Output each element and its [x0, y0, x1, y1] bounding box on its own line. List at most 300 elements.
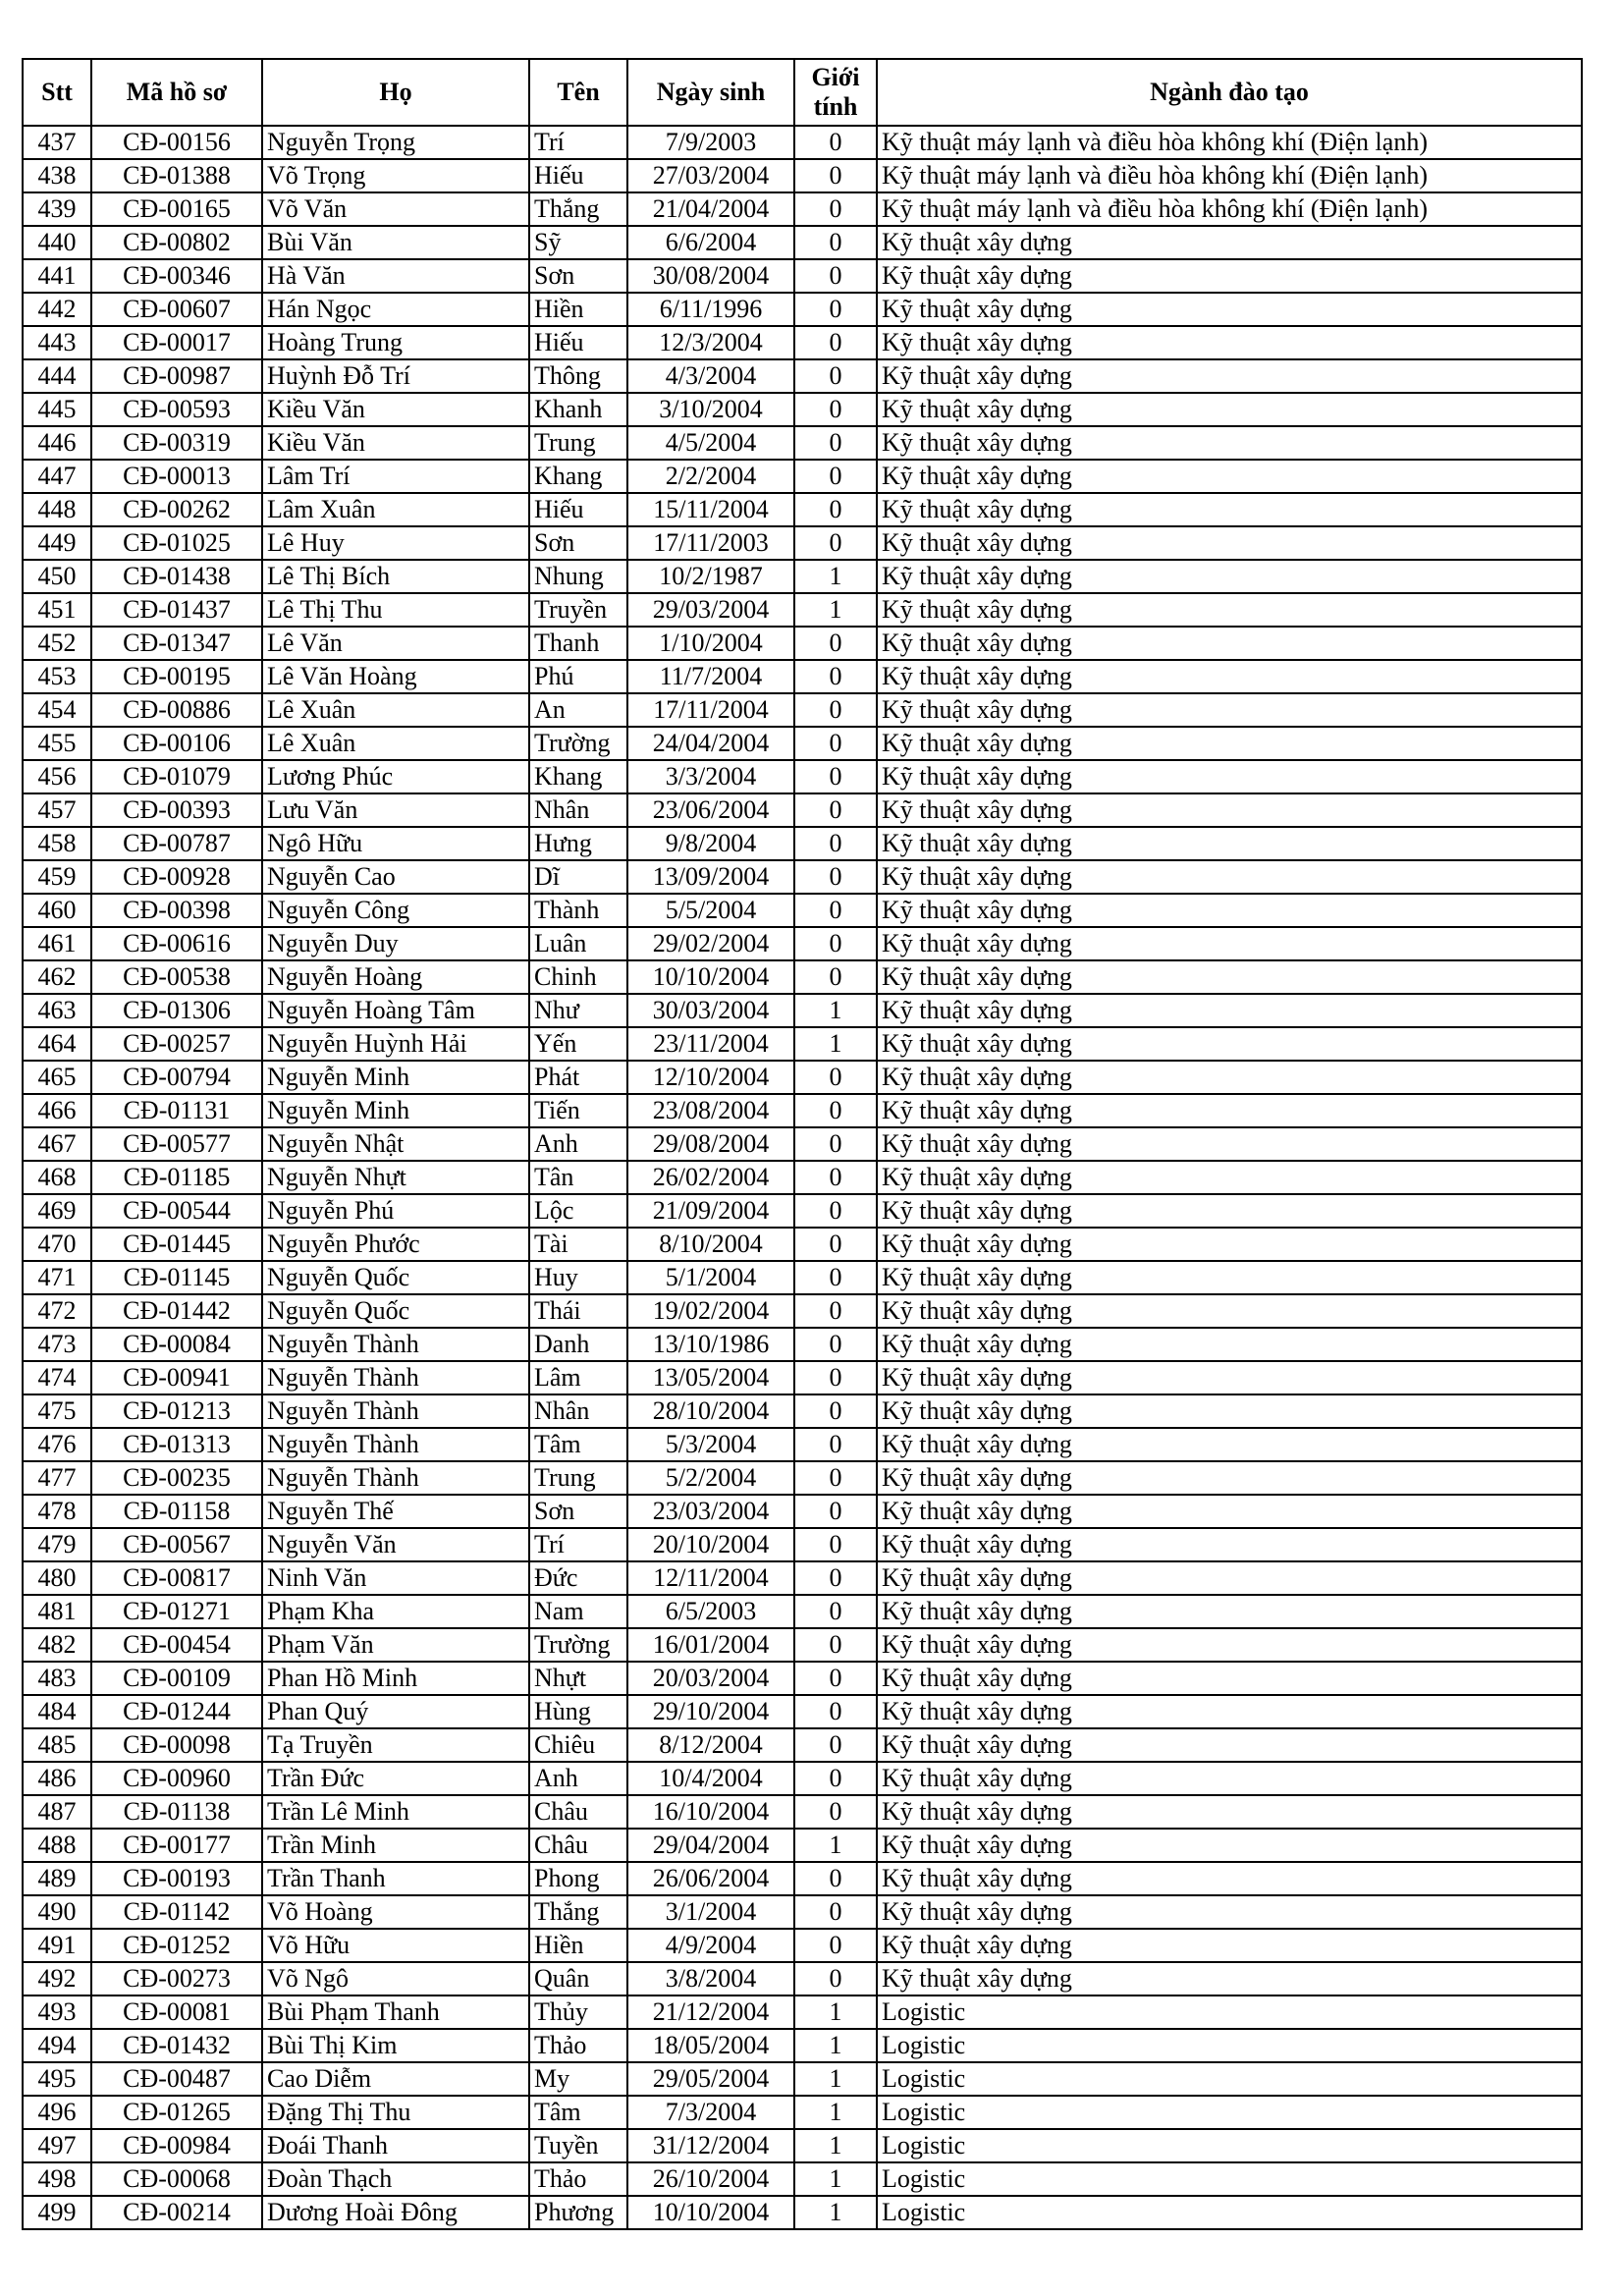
- cell-first-name: Phát: [529, 1061, 627, 1094]
- cell-last-name: Cao Diễm: [262, 2062, 529, 2096]
- table-row: [23, 760, 1582, 793]
- table-row: [23, 1695, 1582, 1728]
- cell-birth-date: 3/1/2004: [627, 1895, 794, 1929]
- cell-first-name: Châu: [529, 1795, 627, 1829]
- cell-birth-date: 23/03/2004: [627, 1495, 794, 1528]
- cell-stt: 446: [23, 426, 91, 460]
- cell-last-name: Nguyễn Văn: [262, 1528, 529, 1561]
- cell-birth-date: 23/06/2004: [627, 793, 794, 827]
- cell-last-name: Hán Ngọc: [262, 293, 529, 326]
- cell-gender: 0: [794, 526, 877, 560]
- cell-last-name: Huỳnh Đỗ Trí: [262, 359, 529, 393]
- cell-gender: 0: [794, 1795, 877, 1829]
- cell-first-name: Lộc: [529, 1194, 627, 1228]
- cell-first-name: Thảo: [529, 2162, 627, 2196]
- cell-first-name: Quân: [529, 1962, 627, 1995]
- cell-major: Kỹ thuật xây dựng: [877, 1194, 1582, 1228]
- table-row: [23, 1428, 1582, 1461]
- cell-stt: 468: [23, 1161, 91, 1194]
- cell-stt: 491: [23, 1929, 91, 1962]
- cell-gender: 0: [794, 727, 877, 760]
- cell-record-id: CĐ-00607: [91, 293, 262, 326]
- cell-major: Logistic: [877, 2096, 1582, 2129]
- cell-major: Kỹ thuật xây dựng: [877, 1795, 1582, 1829]
- cell-gender: 0: [794, 860, 877, 894]
- cell-record-id: CĐ-01313: [91, 1428, 262, 1461]
- cell-record-id: CĐ-01138: [91, 1795, 262, 1829]
- cell-last-name: Nguyễn Duy: [262, 927, 529, 960]
- cell-gender: 0: [794, 1228, 877, 1261]
- cell-major: Kỹ thuật xây dựng: [877, 259, 1582, 293]
- cell-birth-date: 30/08/2004: [627, 259, 794, 293]
- header-gender: Giới tính: [794, 59, 877, 126]
- cell-gender: 0: [794, 1328, 877, 1361]
- cell-birth-date: 29/03/2004: [627, 593, 794, 627]
- cell-last-name: Bùi Văn: [262, 226, 529, 259]
- cell-record-id: CĐ-00538: [91, 960, 262, 994]
- cell-gender: 1: [794, 2096, 877, 2129]
- cell-last-name: Nguyễn Thành: [262, 1461, 529, 1495]
- table-row: [23, 1929, 1582, 1962]
- cell-record-id: CĐ-00802: [91, 226, 262, 259]
- cell-stt: 451: [23, 593, 91, 627]
- cell-last-name: Lê Văn Hoàng: [262, 660, 529, 693]
- cell-last-name: Nguyễn Nhựt: [262, 1161, 529, 1194]
- cell-major: Kỹ thuật xây dựng: [877, 1895, 1582, 1929]
- table-row: [23, 1461, 1582, 1495]
- cell-record-id: CĐ-00098: [91, 1728, 262, 1762]
- table-row: [23, 1829, 1582, 1862]
- cell-birth-date: 12/11/2004: [627, 1561, 794, 1595]
- table-row: [23, 627, 1582, 660]
- table-row: [23, 1528, 1582, 1561]
- cell-birth-date: 10/4/2004: [627, 1762, 794, 1795]
- cell-first-name: Nam: [529, 1595, 627, 1628]
- cell-major: Kỹ thuật xây dựng: [877, 1394, 1582, 1428]
- cell-birth-date: 5/1/2004: [627, 1261, 794, 1294]
- cell-gender: 1: [794, 1829, 877, 1862]
- cell-major: Kỹ thuật xây dựng: [877, 526, 1582, 560]
- cell-major: Kỹ thuật xây dựng: [877, 1628, 1582, 1662]
- cell-birth-date: 29/05/2004: [627, 2062, 794, 2096]
- cell-first-name: Sơn: [529, 1495, 627, 1528]
- cell-major: Kỹ thuật xây dựng: [877, 226, 1582, 259]
- cell-birth-date: 13/10/1986: [627, 1328, 794, 1361]
- cell-birth-date: 2/2/2004: [627, 460, 794, 493]
- cell-stt: 492: [23, 1962, 91, 1995]
- table-row: [23, 1194, 1582, 1228]
- cell-stt: 441: [23, 259, 91, 293]
- cell-stt: 496: [23, 2096, 91, 2129]
- cell-major: Kỹ thuật xây dựng: [877, 627, 1582, 660]
- cell-birth-date: 10/10/2004: [627, 960, 794, 994]
- cell-major: Kỹ thuật xây dựng: [877, 1094, 1582, 1127]
- cell-first-name: Tâm: [529, 1428, 627, 1461]
- cell-gender: 0: [794, 1394, 877, 1428]
- cell-birth-date: 24/04/2004: [627, 727, 794, 760]
- table-row: [23, 1394, 1582, 1428]
- cell-birth-date: 18/05/2004: [627, 2029, 794, 2062]
- cell-first-name: Hiếu: [529, 159, 627, 192]
- table-row: [23, 1261, 1582, 1294]
- cell-last-name: Dương Hoài Đông: [262, 2196, 529, 2229]
- cell-gender: 0: [794, 1094, 877, 1127]
- cell-last-name: Võ Hoàng: [262, 1895, 529, 1929]
- cell-record-id: CĐ-00577: [91, 1127, 262, 1161]
- cell-gender: 0: [794, 1762, 877, 1795]
- cell-major: Kỹ thuật xây dựng: [877, 1161, 1582, 1194]
- cell-first-name: Nhân: [529, 793, 627, 827]
- cell-first-name: Như: [529, 994, 627, 1027]
- cell-last-name: Võ Hữu: [262, 1929, 529, 1962]
- cell-last-name: Nguyễn Quốc: [262, 1261, 529, 1294]
- table-row: [23, 1561, 1582, 1595]
- table-row: [23, 2196, 1582, 2229]
- cell-gender: 0: [794, 460, 877, 493]
- cell-record-id: CĐ-01265: [91, 2096, 262, 2129]
- cell-first-name: Tiến: [529, 1094, 627, 1127]
- cell-stt: 486: [23, 1762, 91, 1795]
- cell-birth-date: 6/6/2004: [627, 226, 794, 259]
- table-row: [23, 1094, 1582, 1127]
- cell-record-id: CĐ-00984: [91, 2129, 262, 2162]
- cell-gender: 0: [794, 1595, 877, 1628]
- cell-major: Kỹ thuật xây dựng: [877, 994, 1582, 1027]
- cell-last-name: Nguyễn Thành: [262, 1361, 529, 1394]
- table-row: [23, 192, 1582, 226]
- cell-first-name: Nhung: [529, 560, 627, 593]
- cell-birth-date: 6/11/1996: [627, 293, 794, 326]
- table-row: [23, 1127, 1582, 1161]
- cell-stt: 494: [23, 2029, 91, 2062]
- cell-first-name: Phong: [529, 1862, 627, 1895]
- cell-last-name: Ngô Hữu: [262, 827, 529, 860]
- cell-gender: 0: [794, 1528, 877, 1561]
- cell-stt: 448: [23, 493, 91, 526]
- cell-gender: 1: [794, 560, 877, 593]
- cell-first-name: Thành: [529, 894, 627, 927]
- cell-major: Kỹ thuật xây dựng: [877, 1127, 1582, 1161]
- document-page: [22, 58, 1581, 2230]
- table-row: [23, 960, 1582, 994]
- cell-gender: 0: [794, 359, 877, 393]
- table-row: [23, 1027, 1582, 1061]
- cell-record-id: CĐ-00214: [91, 2196, 262, 2229]
- cell-stt: 477: [23, 1461, 91, 1495]
- cell-record-id: CĐ-01438: [91, 560, 262, 593]
- cell-stt: 458: [23, 827, 91, 860]
- cell-last-name: Lê Thị Bích: [262, 560, 529, 593]
- cell-gender: 0: [794, 1628, 877, 1662]
- cell-record-id: CĐ-00928: [91, 860, 262, 894]
- cell-gender: 0: [794, 1061, 877, 1094]
- cell-major: Kỹ thuật xây dựng: [877, 1561, 1582, 1595]
- cell-last-name: Trần Đức: [262, 1762, 529, 1795]
- cell-record-id: CĐ-01145: [91, 1261, 262, 1294]
- cell-last-name: Tạ Truyền: [262, 1728, 529, 1762]
- cell-first-name: Nhựt: [529, 1662, 627, 1695]
- cell-stt: 482: [23, 1628, 91, 1662]
- cell-stt: 469: [23, 1194, 91, 1228]
- cell-first-name: Chinh: [529, 960, 627, 994]
- table-row: [23, 2129, 1582, 2162]
- cell-record-id: CĐ-00273: [91, 1962, 262, 1995]
- cell-birth-date: 29/02/2004: [627, 927, 794, 960]
- table-row: [23, 1361, 1582, 1394]
- cell-stt: 437: [23, 126, 91, 159]
- cell-first-name: Huy: [529, 1261, 627, 1294]
- cell-first-name: Hùng: [529, 1695, 627, 1728]
- header-birth-date: Ngày sinh: [627, 59, 794, 126]
- cell-gender: 0: [794, 1862, 877, 1895]
- cell-stt: 443: [23, 326, 91, 359]
- cell-last-name: Hà Văn: [262, 259, 529, 293]
- cell-major: Kỹ thuật xây dựng: [877, 1061, 1582, 1094]
- cell-stt: 478: [23, 1495, 91, 1528]
- cell-birth-date: 3/10/2004: [627, 393, 794, 426]
- cell-major: Kỹ thuật xây dựng: [877, 793, 1582, 827]
- table-row: [23, 2062, 1582, 2096]
- cell-record-id: CĐ-01306: [91, 994, 262, 1027]
- cell-stt: 483: [23, 1662, 91, 1695]
- cell-birth-date: 29/08/2004: [627, 1127, 794, 1161]
- cell-major: Kỹ thuật xây dựng: [877, 326, 1582, 359]
- cell-gender: 0: [794, 1161, 877, 1194]
- cell-gender: 0: [794, 192, 877, 226]
- cell-major: Kỹ thuật xây dựng: [877, 1962, 1582, 1995]
- table-row: [23, 593, 1582, 627]
- cell-gender: 0: [794, 393, 877, 426]
- cell-record-id: CĐ-01432: [91, 2029, 262, 2062]
- cell-first-name: Thủy: [529, 1995, 627, 2029]
- table-row: [23, 1294, 1582, 1328]
- cell-gender: 0: [794, 960, 877, 994]
- cell-birth-date: 26/06/2004: [627, 1862, 794, 1895]
- cell-major: Kỹ thuật xây dựng: [877, 1495, 1582, 1528]
- cell-stt: 470: [23, 1228, 91, 1261]
- cell-major: Logistic: [877, 2029, 1582, 2062]
- cell-record-id: CĐ-00941: [91, 1361, 262, 1394]
- cell-record-id: CĐ-00081: [91, 1995, 262, 2029]
- cell-record-id: CĐ-00109: [91, 1662, 262, 1695]
- cell-major: Kỹ thuật xây dựng: [877, 1361, 1582, 1394]
- cell-gender: 0: [794, 793, 877, 827]
- cell-first-name: Trung: [529, 1461, 627, 1495]
- table-row: [23, 2162, 1582, 2196]
- cell-major: Kỹ thuật xây dựng: [877, 393, 1582, 426]
- cell-stt: 445: [23, 393, 91, 426]
- cell-birth-date: 4/9/2004: [627, 1929, 794, 1962]
- cell-first-name: Anh: [529, 1762, 627, 1795]
- cell-stt: 450: [23, 560, 91, 593]
- cell-record-id: CĐ-00195: [91, 660, 262, 693]
- cell-record-id: CĐ-00156: [91, 126, 262, 159]
- cell-stt: 480: [23, 1561, 91, 1595]
- cell-record-id: CĐ-00593: [91, 393, 262, 426]
- cell-first-name: My: [529, 2062, 627, 2096]
- cell-stt: 484: [23, 1695, 91, 1728]
- cell-gender: 0: [794, 1261, 877, 1294]
- cell-major: Kỹ thuật máy lạnh và điều hòa không khí (Điện lạnh): [877, 126, 1582, 159]
- cell-first-name: Truyền: [529, 593, 627, 627]
- cell-birth-date: 12/10/2004: [627, 1061, 794, 1094]
- table-row: [23, 660, 1582, 693]
- cell-gender: 0: [794, 1662, 877, 1695]
- cell-first-name: Trường: [529, 1628, 627, 1662]
- cell-major: Kỹ thuật xây dựng: [877, 1595, 1582, 1628]
- cell-last-name: Nguyễn Huỳnh Hải: [262, 1027, 529, 1061]
- cell-birth-date: 19/02/2004: [627, 1294, 794, 1328]
- cell-birth-date: 1/10/2004: [627, 627, 794, 660]
- cell-last-name: Nguyễn Phú: [262, 1194, 529, 1228]
- table-row: [23, 1595, 1582, 1628]
- cell-last-name: Kiều Văn: [262, 393, 529, 426]
- cell-record-id: CĐ-01079: [91, 760, 262, 793]
- cell-record-id: CĐ-01131: [91, 1094, 262, 1127]
- cell-stt: 472: [23, 1294, 91, 1328]
- cell-stt: 481: [23, 1595, 91, 1628]
- cell-last-name: Nguyễn Minh: [262, 1094, 529, 1127]
- cell-first-name: Khang: [529, 460, 627, 493]
- cell-first-name: Lâm: [529, 1361, 627, 1394]
- table-row: [23, 1328, 1582, 1361]
- cell-birth-date: 10/2/1987: [627, 560, 794, 593]
- cell-major: Kỹ thuật xây dựng: [877, 760, 1582, 793]
- cell-first-name: Khanh: [529, 393, 627, 426]
- cell-first-name: Hiếu: [529, 493, 627, 526]
- cell-stt: 495: [23, 2062, 91, 2096]
- cell-record-id: CĐ-01347: [91, 627, 262, 660]
- table-row: [23, 1795, 1582, 1829]
- cell-birth-date: 21/04/2004: [627, 192, 794, 226]
- cell-first-name: Tâm: [529, 2096, 627, 2129]
- cell-major: Logistic: [877, 2196, 1582, 2229]
- cell-last-name: Lê Văn: [262, 627, 529, 660]
- cell-stt: 473: [23, 1328, 91, 1361]
- cell-stt: 439: [23, 192, 91, 226]
- table-row: [23, 860, 1582, 894]
- cell-major: Kỹ thuật xây dựng: [877, 1461, 1582, 1495]
- table-row: [23, 259, 1582, 293]
- table-row: [23, 927, 1582, 960]
- cell-stt: 474: [23, 1361, 91, 1394]
- cell-gender: 0: [794, 1728, 877, 1762]
- cell-major: Kỹ thuật xây dựng: [877, 1528, 1582, 1561]
- cell-gender: 0: [794, 1194, 877, 1228]
- cell-last-name: Nguyễn Cao: [262, 860, 529, 894]
- cell-first-name: Sơn: [529, 259, 627, 293]
- cell-gender: 0: [794, 1929, 877, 1962]
- cell-last-name: Võ Ngô: [262, 1962, 529, 1995]
- header-major: Ngành đào tạo: [877, 59, 1582, 126]
- cell-record-id: CĐ-01437: [91, 593, 262, 627]
- table-row: [23, 159, 1582, 192]
- header-first-name: Tên: [529, 59, 627, 126]
- table-row: [23, 1895, 1582, 1929]
- cell-last-name: Nguyễn Thành: [262, 1428, 529, 1461]
- cell-stt: 460: [23, 894, 91, 927]
- table-row: [23, 526, 1582, 560]
- cell-last-name: Đoàn Thạch: [262, 2162, 529, 2196]
- cell-gender: 0: [794, 493, 877, 526]
- header-stt: Stt: [23, 59, 91, 126]
- cell-gender: 0: [794, 1895, 877, 1929]
- table-body: [23, 126, 1582, 2229]
- cell-major: Kỹ thuật xây dựng: [877, 460, 1582, 493]
- cell-stt: 463: [23, 994, 91, 1027]
- cell-record-id: CĐ-00017: [91, 326, 262, 359]
- cell-record-id: CĐ-00084: [91, 1328, 262, 1361]
- cell-last-name: Bùi Phạm Thanh: [262, 1995, 529, 2029]
- cell-major: Kỹ thuật xây dựng: [877, 1027, 1582, 1061]
- cell-major: Kỹ thuật máy lạnh và điều hòa không khí (Điện lạnh): [877, 192, 1582, 226]
- table-row: [23, 1962, 1582, 1995]
- cell-last-name: Nguyễn Hoàng: [262, 960, 529, 994]
- table-row: [23, 2029, 1582, 2062]
- cell-stt: 466: [23, 1094, 91, 1127]
- cell-gender: 0: [794, 1294, 877, 1328]
- cell-major: Kỹ thuật xây dựng: [877, 860, 1582, 894]
- cell-major: Kỹ thuật xây dựng: [877, 1294, 1582, 1328]
- cell-birth-date: 16/01/2004: [627, 1628, 794, 1662]
- cell-major: Kỹ thuật xây dựng: [877, 1228, 1582, 1261]
- cell-stt: 467: [23, 1127, 91, 1161]
- cell-birth-date: 3/3/2004: [627, 760, 794, 793]
- table-row: [23, 326, 1582, 359]
- cell-first-name: Sỹ: [529, 226, 627, 259]
- cell-major: Kỹ thuật xây dựng: [877, 1829, 1582, 1862]
- cell-record-id: CĐ-00013: [91, 460, 262, 493]
- cell-first-name: Luân: [529, 927, 627, 960]
- cell-record-id: CĐ-00817: [91, 1561, 262, 1595]
- table-row: [23, 1762, 1582, 1795]
- cell-gender: 0: [794, 259, 877, 293]
- header-record-id: Mã hồ sơ: [91, 59, 262, 126]
- cell-gender: 1: [794, 593, 877, 627]
- cell-major: Kỹ thuật xây dựng: [877, 1862, 1582, 1895]
- cell-last-name: Nguyễn Công: [262, 894, 529, 927]
- cell-record-id: CĐ-00987: [91, 359, 262, 393]
- cell-stt: 485: [23, 1728, 91, 1762]
- cell-first-name: An: [529, 693, 627, 727]
- cell-stt: 489: [23, 1862, 91, 1895]
- cell-gender: 0: [794, 827, 877, 860]
- cell-stt: 465: [23, 1061, 91, 1094]
- cell-gender: 0: [794, 1361, 877, 1394]
- cell-first-name: Phú: [529, 660, 627, 693]
- cell-gender: 0: [794, 159, 877, 192]
- cell-gender: 0: [794, 226, 877, 259]
- cell-record-id: CĐ-00257: [91, 1027, 262, 1061]
- cell-last-name: Nguyễn Minh: [262, 1061, 529, 1094]
- cell-gender: 1: [794, 2062, 877, 2096]
- cell-record-id: CĐ-00487: [91, 2062, 262, 2096]
- cell-first-name: Nhân: [529, 1394, 627, 1428]
- table-row: [23, 1728, 1582, 1762]
- cell-birth-date: 26/02/2004: [627, 1161, 794, 1194]
- cell-first-name: Châu: [529, 1829, 627, 1862]
- cell-major: Kỹ thuật xây dựng: [877, 827, 1582, 860]
- cell-record-id: CĐ-00787: [91, 827, 262, 860]
- cell-gender: 0: [794, 293, 877, 326]
- cell-gender: 0: [794, 1127, 877, 1161]
- cell-first-name: Phương: [529, 2196, 627, 2229]
- cell-birth-date: 5/2/2004: [627, 1461, 794, 1495]
- cell-stt: 452: [23, 627, 91, 660]
- cell-major: Kỹ thuật xây dựng: [877, 1695, 1582, 1728]
- cell-first-name: Tài: [529, 1228, 627, 1261]
- cell-record-id: CĐ-01442: [91, 1294, 262, 1328]
